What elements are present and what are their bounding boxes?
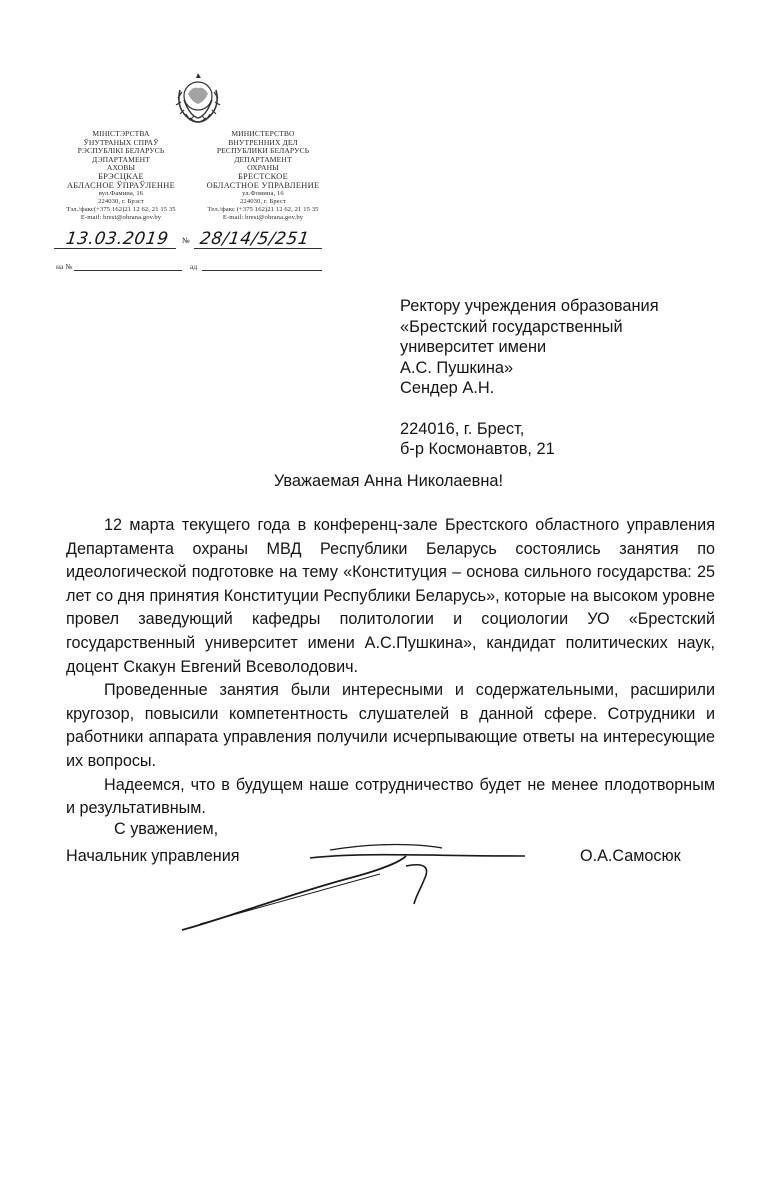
- letterhead-address-line: вул.Фамина, 16: [98, 190, 144, 198]
- body-paragraph: Надеемся, что в будущем наше сотрудничество будет не менее плодотворным и результативным.: [66, 775, 715, 818]
- reference-date-underline: [202, 270, 322, 271]
- addressee-line: «Брестский государственный: [400, 317, 623, 336]
- letterhead-line: РЭСПУБЛІКІ БЕЛАРУСЬ: [77, 146, 165, 156]
- letterhead-org-line: ОБЛАСТНОЕ УПРАВЛЕНИЕ: [206, 180, 320, 190]
- addressee-line: Ректору учреждения образования: [400, 297, 659, 315]
- letterhead-address-line: E-mail: brest@ohrana.gov.by: [222, 214, 304, 222]
- letterhead-line: МИНИСТЕРСТВО: [231, 129, 295, 138]
- handwritten-date: 13.03.2019: [64, 229, 170, 249]
- addressee-line: университет имени: [400, 338, 547, 356]
- signer-name: О.А.Самосюк: [580, 847, 681, 865]
- letterhead-address-line: 224030, г. Брест: [240, 198, 286, 206]
- letter-body: [66, 514, 715, 821]
- letterhead-org-line: АБЛАСНОЕ ЎПРАЎЛЕННЕ: [66, 180, 176, 190]
- letterhead-russian: [192, 130, 334, 222]
- addressee-line: Сендер А.Н.: [400, 379, 495, 397]
- letterhead-line: МІНІСТЭРСТВА: [92, 129, 150, 138]
- address-line: 224016, г. Брест,: [400, 419, 525, 438]
- state-emblem-icon: [172, 72, 224, 128]
- letterhead-line: АХОВЫ: [106, 163, 136, 173]
- letterhead-address-line: E-mail: brest@ohrana.gov.by: [80, 214, 162, 222]
- reference-underline: [74, 270, 182, 271]
- letterhead-belarusian: [50, 130, 192, 222]
- addressee-block: [400, 296, 659, 460]
- letterhead-line: ВНУТРЕННИХ ДЕЛ: [228, 137, 298, 147]
- letterhead-org-line: БРЕСТСКОЕ: [237, 171, 289, 181]
- addressee-gap: [400, 399, 659, 419]
- letterhead-address-line: ул.Фомина, 16: [242, 190, 284, 198]
- reference-date-label: ад: [190, 262, 198, 271]
- handwritten-signature: [180, 834, 530, 934]
- closing-phrase: С уважением,: [114, 820, 219, 838]
- address-line: б-р Космонавтов, 21: [400, 440, 555, 458]
- letterhead-address-line: Тел./факс (+375 162)21 12 62, 21 15 35: [207, 206, 319, 214]
- letterhead-line: ДЭПАРТАМЕНТ: [91, 154, 151, 164]
- handwritten-number: 28/14/5/251: [198, 229, 311, 249]
- reference-label: на №: [56, 262, 73, 271]
- body-paragraph: 12 марта текущего года в конференц-зале Брестского областного управления Департамента охраны МВД Республики Беларусь состоялись занятия по идеологической подготовке на тему «Конституция – основа сильного государства: 25 лет со дня принятия Конституции Республики Беларусь», которые на высоком уровне провел заведующий кафедры политологии и социологии УО «Брестский государственный университет имени А.С.Пушкина», кандидат политических наук, доцент Скакун Евгений Всеволодович.: [66, 516, 715, 676]
- letterhead-org-line: БРЭСЦКАЕ: [98, 171, 144, 181]
- letterhead-address-line: 224030, г. Брэст: [98, 198, 144, 206]
- body-paragraph: Проведенные занятия были интересными и содержательными, расширили кругозор, повысили компетентность слушателей в данной сфере. Сотрудники и работники аппарата управления получили исчерпывающие ответы на интересующие их вопросы.: [66, 681, 715, 770]
- addressee-line: А.С. Пушкина»: [400, 358, 514, 377]
- number-prefix: №: [182, 236, 190, 245]
- letterhead-line: ДЕПАРТАМЕНТ: [234, 154, 292, 164]
- letterhead-line: РЕСПУБЛИКИ БЕЛАРУСЬ: [216, 146, 310, 156]
- letterhead-line: ЎНУТРАНЫХ СПРАЎ: [83, 137, 159, 147]
- signer-position: Начальник управления: [66, 847, 240, 865]
- letterhead-line: ОХРАНЫ: [247, 163, 279, 173]
- letterhead-address-line: Тэл./факс(+375 162)21 12 62, 21 15 35: [66, 206, 176, 214]
- salutation: Уважаемая Анна Николаевна!: [273, 472, 504, 490]
